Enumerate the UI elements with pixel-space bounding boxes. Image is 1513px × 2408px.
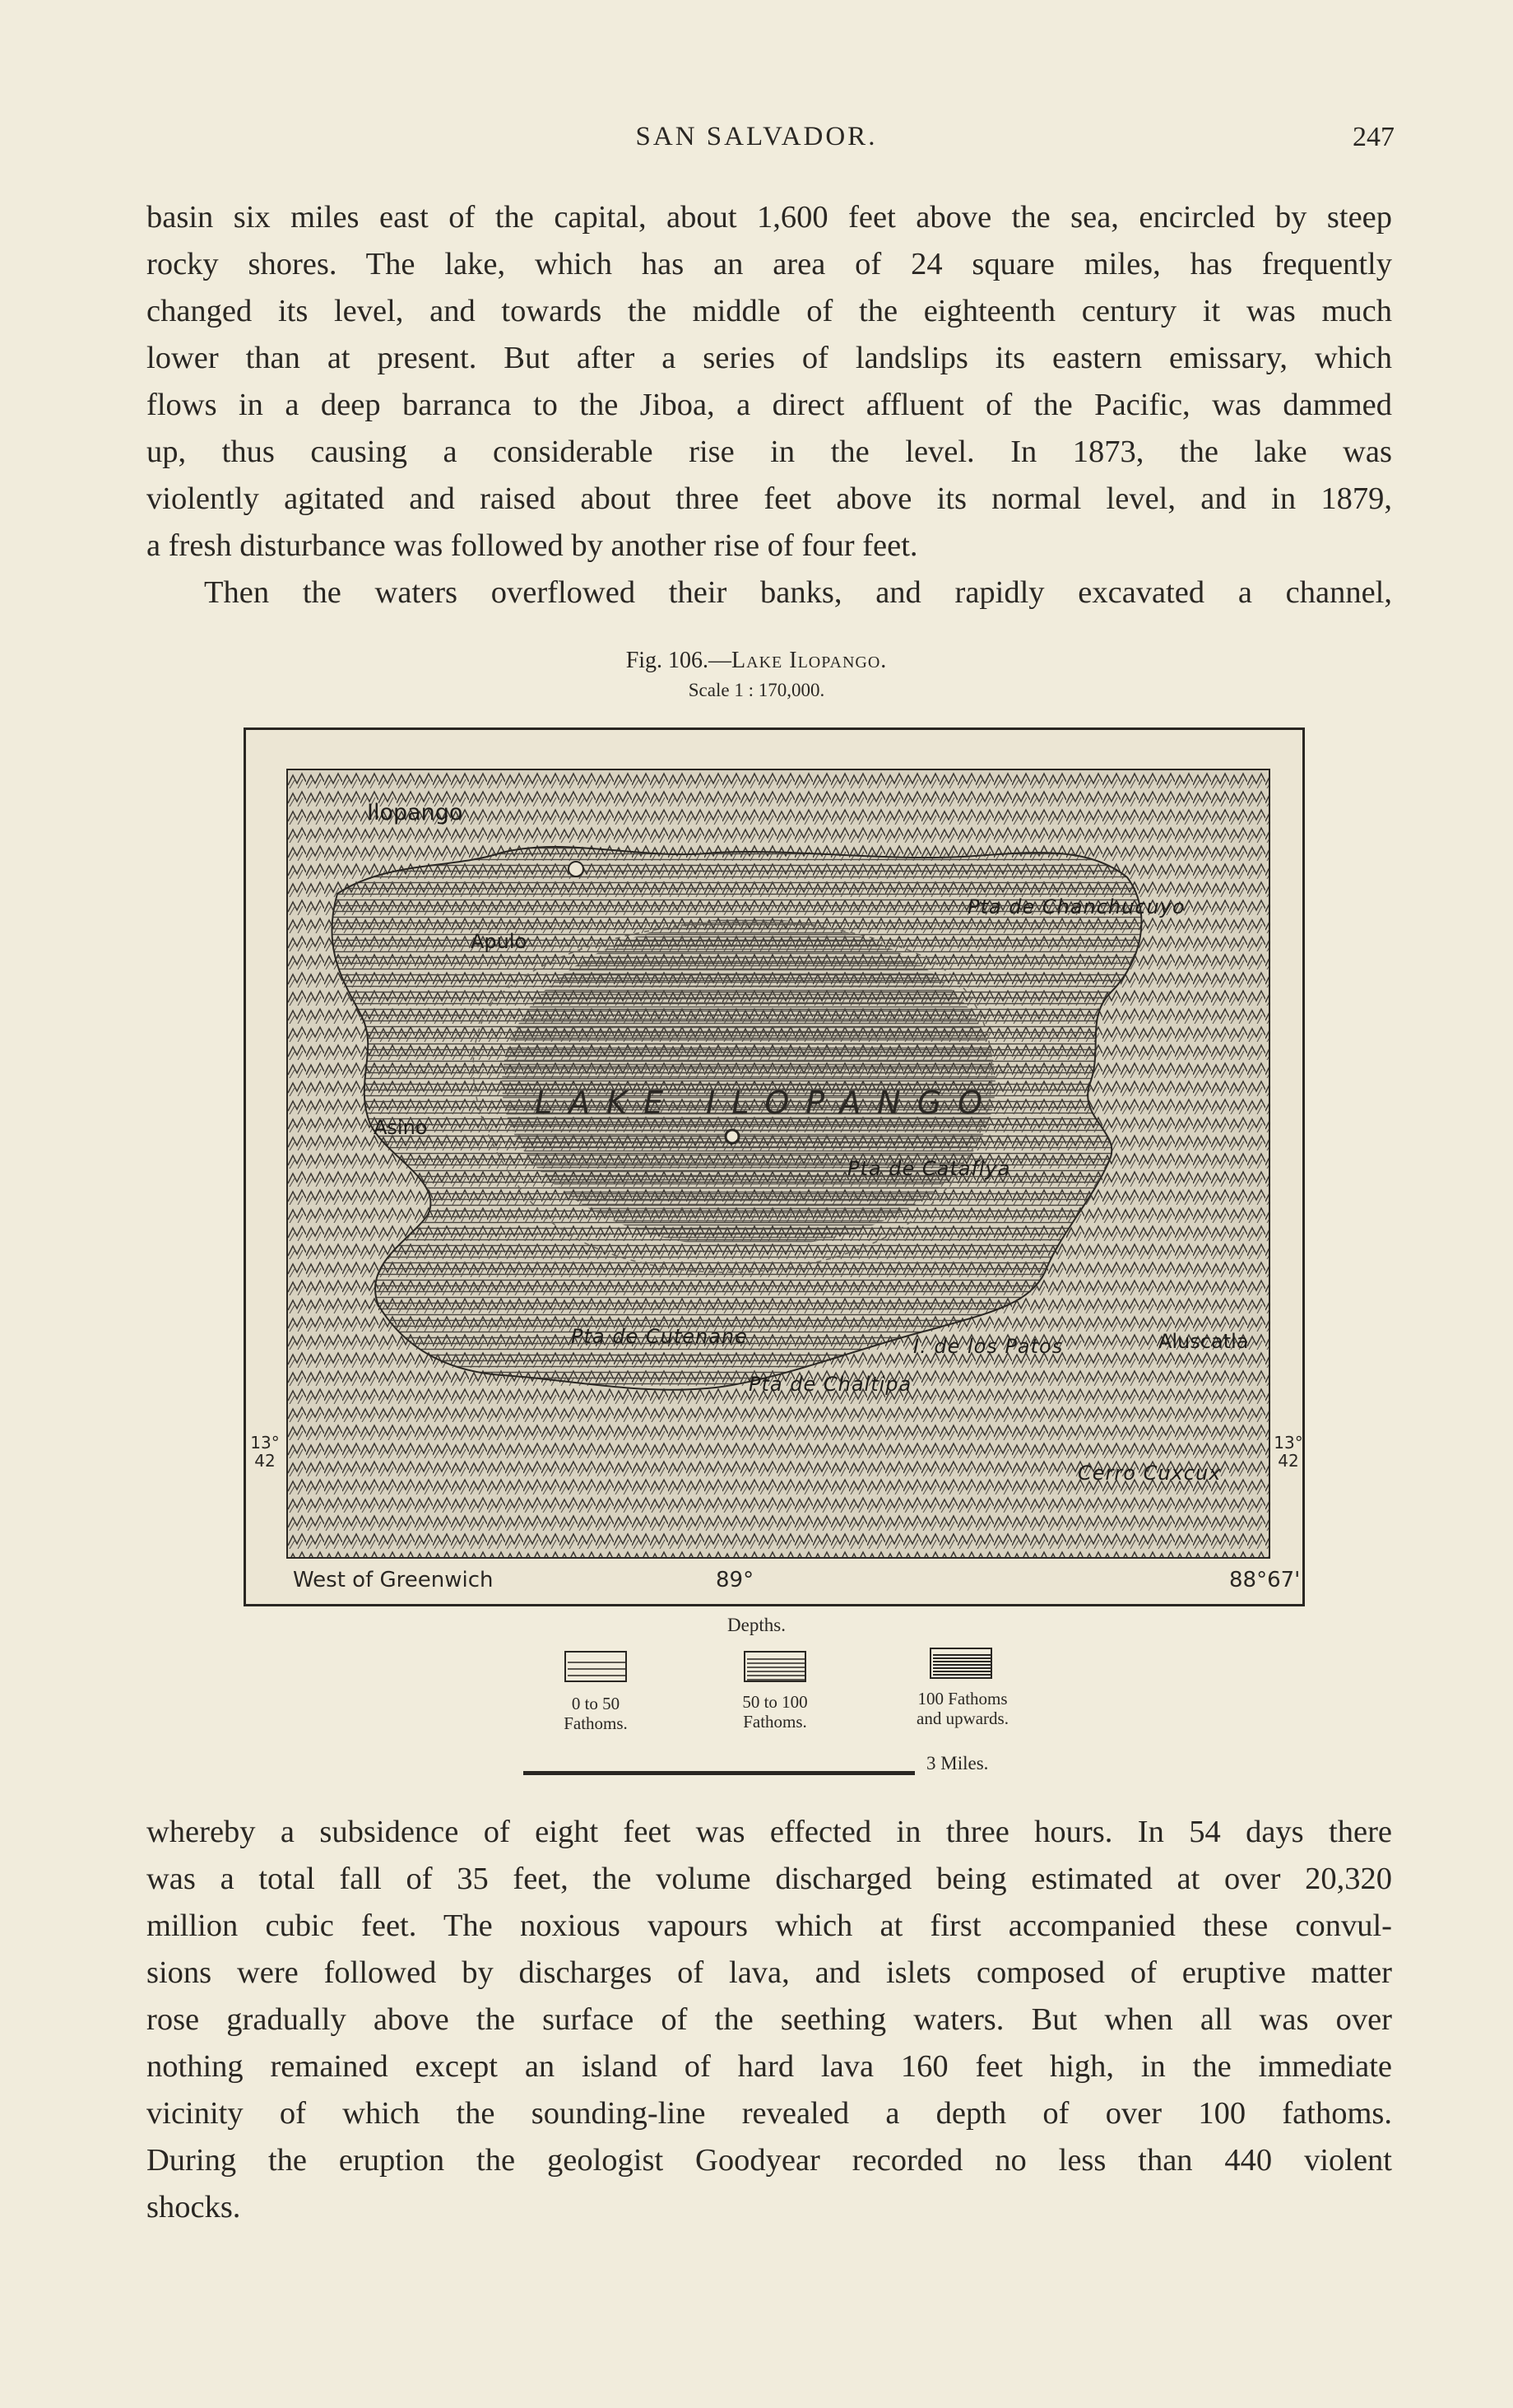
figure-number: Fig. 106.— bbox=[625, 648, 732, 673]
latitude-left-degrees: 13° bbox=[250, 1433, 280, 1453]
meridian-note: West of Greenwich bbox=[293, 1568, 494, 1592]
figure-scale: Scale 1 : 170,000. bbox=[688, 680, 825, 700]
depth-contour-deep bbox=[502, 918, 996, 1248]
text-line: During the eruption the geologist Goodyear recorded no less than 440 violent bbox=[146, 2143, 1392, 2178]
text-line: Then the waters overflowed their banks, and rapidly excavated a channel, bbox=[204, 575, 1392, 610]
legend-label-line: and upwards. bbox=[917, 1708, 1009, 1728]
paragraph-top bbox=[146, 194, 1392, 616]
text-line: vicinity of which the sounding-line revealed a depth of over 100 fathoms. bbox=[146, 2096, 1392, 2131]
legend-label-line: Fathoms. bbox=[564, 1713, 628, 1733]
text-line: was a total fall of 35 feet, the volume discharged being estimated at over 20,320 bbox=[146, 1862, 1392, 1896]
legend-label-line: 0 to 50 bbox=[571, 1694, 620, 1713]
map-label-patos: I. de los Patos bbox=[913, 1335, 1064, 1358]
map-label-chanchucuyo: Pta de Chanchucuyo bbox=[968, 895, 1186, 918]
text-line: violently agitated and raised about three feet above its normal level, and in 1879, bbox=[146, 481, 1392, 516]
map-label-cataflya: Pta de Cataflya bbox=[847, 1157, 1011, 1180]
legend-heading: Depths. bbox=[727, 1615, 786, 1635]
text-line: sions were followed by discharges of lava, and islets composed of eruptive matter bbox=[146, 1955, 1392, 1990]
longitude-right: 88°67' bbox=[1229, 1568, 1301, 1592]
running-head-title: SAN SALVADOR. bbox=[635, 122, 878, 151]
page-number: 247 bbox=[1353, 122, 1395, 152]
legend-label-shallow bbox=[505, 1694, 686, 1733]
legend-label-line: Fathoms. bbox=[743, 1712, 807, 1732]
longitude-center: 89° bbox=[716, 1568, 754, 1592]
latitude-left bbox=[247, 1434, 283, 1470]
paragraph-bottom bbox=[146, 1809, 1392, 2231]
text-line: up, thus causing a considerable rise in the level. In 1873, the lake was bbox=[146, 435, 1392, 469]
map-label-cuxcux: Cerro Cuxcux bbox=[1078, 1462, 1222, 1485]
legend-label-deep bbox=[872, 1689, 1053, 1728]
latitude-right-degrees: 13° bbox=[1274, 1433, 1303, 1453]
lake-map-drawing bbox=[288, 770, 1270, 1559]
map-label-apulo: Apulo bbox=[471, 930, 527, 953]
legend-label-medium bbox=[685, 1692, 866, 1732]
text-line: rocky shores. The lake, which has an area of 24 square miles, has frequently bbox=[146, 247, 1392, 281]
map-label-asino: Asino bbox=[374, 1116, 428, 1139]
text-line: million cubic feet. The noxious vapours which at first accompanied these convul- bbox=[146, 1908, 1392, 1943]
islet-marker bbox=[569, 862, 583, 876]
map-label-chaltipa: Pta de Chaltipa bbox=[749, 1373, 912, 1396]
map-label-lake: LAKE ILOPANGO bbox=[535, 1085, 1000, 1121]
legend-swatch-deep bbox=[930, 1648, 992, 1679]
legend-swatch-medium bbox=[744, 1651, 806, 1682]
map-label-ilopango: Ilopango bbox=[367, 800, 463, 825]
latitude-right-minutes: 42 bbox=[1278, 1451, 1299, 1471]
map bbox=[286, 769, 1270, 1559]
figure-caption bbox=[0, 648, 1513, 674]
text-line: whereby a subsidence of eight feet was effected in three hours. In 54 days there bbox=[146, 1815, 1392, 1849]
text-line: basin six miles east of the capital, about 1,600 feet above the sea, encircled by steep bbox=[146, 200, 1392, 235]
running-head bbox=[0, 122, 1513, 155]
latitude-left-minutes: 42 bbox=[254, 1451, 276, 1471]
text-line: shocks. bbox=[146, 2190, 241, 2224]
text-line: changed its level, and towards the middle of the eighteenth century it was much bbox=[146, 294, 1392, 328]
map-label-aluscatla: Aluscatla bbox=[1158, 1330, 1249, 1353]
legend-label-line: 100 Fathoms bbox=[917, 1689, 1008, 1708]
figure-title: Lake Ilopango. bbox=[731, 648, 888, 673]
text-line: nothing remained except an island of hard lava 160 feet high, in the immediate bbox=[146, 2049, 1392, 2084]
text-line: rose gradually above the surface of the seething waters. But when all was over bbox=[146, 2002, 1392, 2037]
legend-swatch-shallow bbox=[564, 1651, 627, 1682]
text-line: a fresh disturbance was followed by another rise of four feet. bbox=[146, 528, 918, 563]
map-label-cutenane: Pta de Cutenane bbox=[571, 1325, 748, 1348]
legend-label-line: 50 to 100 bbox=[742, 1692, 808, 1712]
text-line: flows in a deep barranca to the Jiboa, a direct affluent of the Pacific, was dammed bbox=[146, 388, 1392, 422]
scale-bar bbox=[523, 1771, 915, 1775]
island-marker bbox=[726, 1130, 739, 1143]
latitude-right bbox=[1272, 1434, 1305, 1470]
text-line: lower than at present. But after a series of landslips its eastern emissary, which bbox=[146, 341, 1392, 375]
scale-bar-label: 3 Miles. bbox=[926, 1753, 989, 1773]
